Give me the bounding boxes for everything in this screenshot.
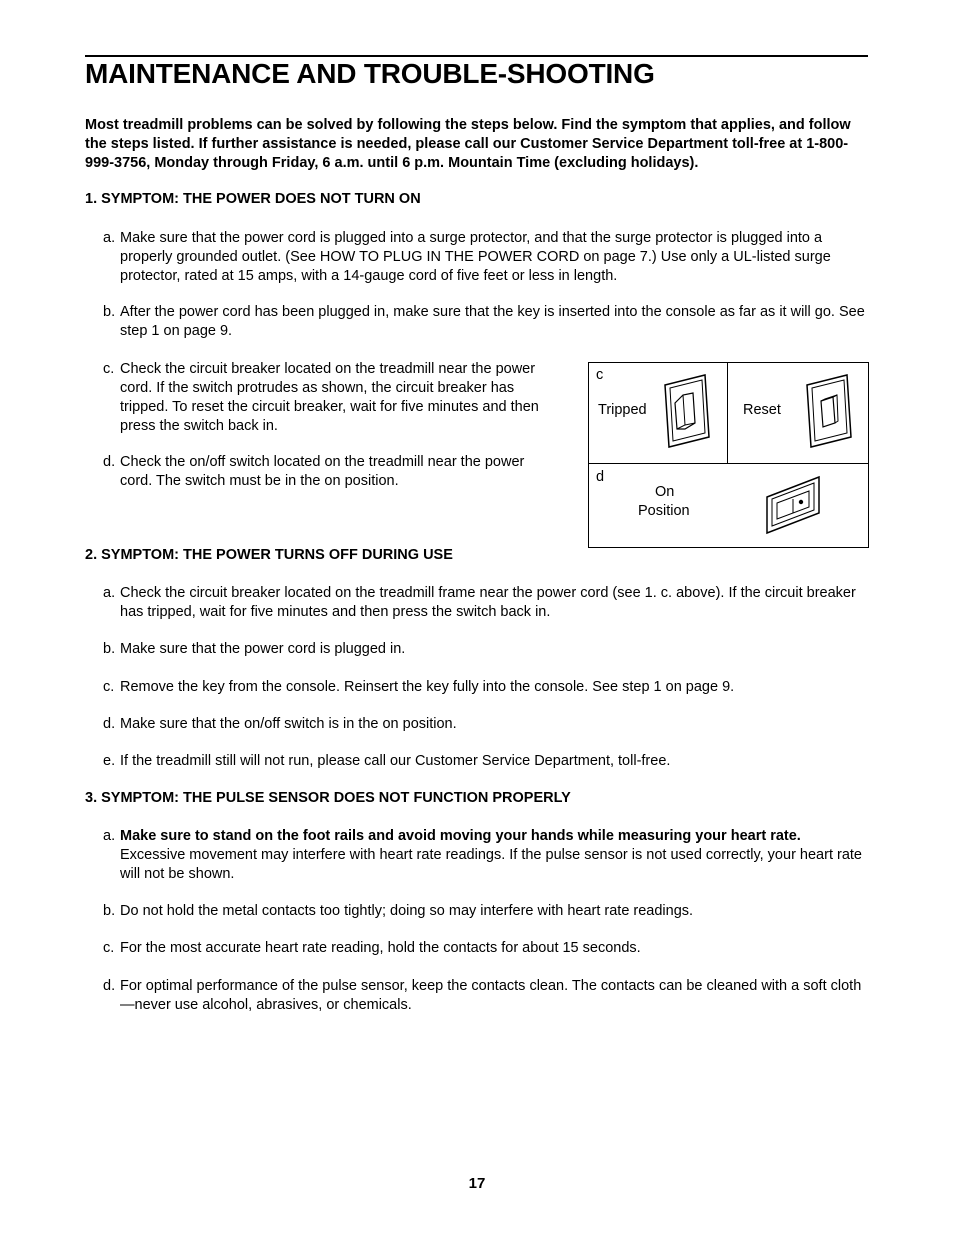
figure-label-d: d (596, 469, 605, 485)
item-label: d. (103, 978, 116, 994)
item-text: Make sure that the on/off switch is in the on position. (120, 716, 457, 732)
section-2-item-d (103, 715, 868, 734)
section-1-item-a (103, 229, 868, 286)
item-label: a. (103, 585, 116, 601)
figure-label-c: c (596, 367, 604, 383)
item-text: If the treadmill still will not run, please call our Customer Service Department, toll-free. (120, 753, 671, 769)
item-bold-text: Make sure to stand on the foot rails and avoid moving your hands while measuring your heart rate. (120, 828, 801, 844)
section-1-item-c (103, 360, 543, 436)
section-2-item-e (103, 752, 868, 771)
reset-switch-icon (803, 373, 855, 449)
tripped-switch-icon (661, 373, 713, 449)
on-position-label-line2: Position (638, 503, 690, 519)
page-number: 17 (468, 1175, 486, 1192)
circuit-breaker-figure (588, 362, 869, 548)
section-2-item-b (103, 640, 868, 659)
item-label: b. (103, 903, 116, 919)
item-text: For the most accurate heart rate reading, hold the contacts for about 15 seconds. (120, 940, 641, 956)
item-label: e. (103, 753, 116, 769)
on-off-switch-icon (763, 473, 825, 537)
section-1-item-b (103, 303, 868, 341)
item-label: b. (103, 641, 116, 657)
item-text: After the power cord has been plugged in, make sure that the key is inserted into the console as far as it will go. See step 1 on page 9. (120, 304, 865, 339)
item-label: b. (103, 304, 116, 320)
intro-paragraph: Most treadmill problems can be solved by following the steps below. Find the symptom that applies, and follow the steps listed. If further assistance is needed, please call our Customer Service Department toll-free at 1-800-999-3756, Monday through Friday, 6 a.m. until 6 p.m. Mountain Time (excluding holidays). (85, 117, 851, 171)
item-text: Check the on/off switch located on the treadmill near the power cord. The switch must be in the on position. (120, 454, 525, 489)
section-3-heading: 3. SYMPTOM: THE PULSE SENSOR DOES NOT FUNCTION PROPERLY (85, 790, 571, 806)
section-2-item-a (103, 584, 868, 622)
figure-divider-horizontal (589, 463, 868, 464)
item-label: a. (103, 828, 116, 844)
item-text-container (120, 827, 868, 884)
item-text: Make sure that the power cord is plugged in. (120, 641, 406, 657)
item-text: Remove the key from the console. Reinsert the key fully into the console. See step 1 on page 9. (120, 679, 735, 695)
figure-divider-vertical (727, 363, 728, 464)
item-label: a. (103, 230, 116, 246)
section-2-item-c (103, 678, 868, 697)
section-3-item-c (103, 939, 868, 958)
item-text: Do not hold the metal contacts too tightly; doing so may interfere with heart rate readings. (120, 903, 694, 919)
item-text: For optimal performance of the pulse sensor, keep the contacts clean. The contacts can be cleaned with a soft cloth—never use alcohol, abrasives, or chemicals. (120, 978, 862, 1013)
item-text: Check the circuit breaker located on the treadmill near the power cord. If the switch protrudes as shown, the circuit breaker has tripped. To reset the circuit breaker, wait for five minutes and then press the switch back in. (120, 361, 539, 434)
item-text: Excessive movement may interfere with heart rate readings. If the pulse sensor is not used correctly, your heart rate will not be shown. (120, 847, 862, 882)
section-3-item-a (103, 827, 868, 884)
item-text: Make sure that the power cord is plugged into a surge protector, and that the surge protector is plugged into a properly grounded outlet. (See HOW TO PLUG IN THE POWER CORD on page 7.) Use only a UL-listed surge protector, rated at 15 amps, with a 14-gauge cord of five feet or less in length. (120, 230, 831, 284)
tripped-label: Tripped (598, 402, 647, 418)
section-1-item-d (103, 453, 543, 491)
item-text: Check the circuit breaker located on the treadmill frame near the power cord (see 1. c. above). If the circuit breaker has tripped, wait for five minutes and then press the switch back in. (120, 585, 856, 620)
item-label: d. (103, 716, 116, 732)
section-1-heading: 1. SYMPTOM: THE POWER DOES NOT TURN ON (85, 191, 421, 207)
item-label: c. (103, 679, 115, 695)
page-title: MAINTENANCE AND TROUBLE-SHOOTING (85, 58, 655, 89)
item-label: d. (103, 454, 116, 470)
reset-label: Reset (743, 402, 781, 418)
section-3-item-d (103, 977, 868, 1015)
top-rule (85, 55, 868, 57)
section-2-heading: 2. SYMPTOM: THE POWER TURNS OFF DURING USE (85, 547, 453, 563)
section-3-item-b (103, 902, 868, 921)
item-label: c. (103, 940, 115, 956)
item-label: c. (103, 361, 115, 377)
on-position-label-line1: On (655, 484, 675, 500)
